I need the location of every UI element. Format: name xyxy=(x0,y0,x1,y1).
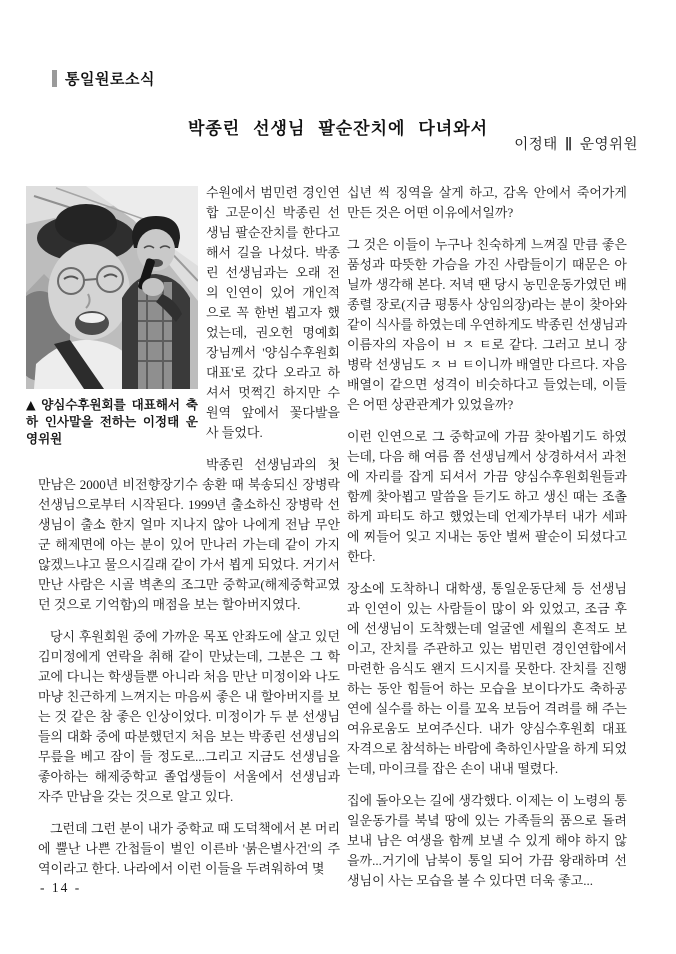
byline-separator: ∥ xyxy=(564,137,573,153)
paragraph: 십년 씩 징역을 살게 하고, 감옥 안에서 죽어가게 만든 것은 어떤 이유에서일까? xyxy=(347,185,627,220)
paragraph: 장소에 도착하니 대학생, 통일운동단체 등 선생님과 인연이 있는 사람들이 많이 와 있었고, 조금 후에 선생님이 도착했는데 얼굴엔 세월의 흔적도 보이고, 잔치를 주관하고 있는 범민련 경인연합에서 마련한 음식도 왠지 드시지를 못한다. 잔치를 진행하는 동안 힘들어 하는 모습을 보이다가도 축하공연에 실수를 하는 이를 꼬옥 보듬어 격려를 해 주는 여유로움도 보여주신다. 내가 양심수후원회 대표 자격으로 참석하는 바람에 축하인사말을 하게 되었는데, 마이크를 잡은 손이 내내 떨렸다. xyxy=(347,581,627,776)
paragraph: 당시 후원회원 중에 가까운 목포 안좌도에 살고 있던 김미정에게 연락을 취해 같이 만났는데, 그분은 그 학교에 다니는 학생들뿐 아니라 처음 만난 미정이와 나도 마냥 친근하게 느껴지는 마음씨 좋은 내 할아버지를 보는 것 같은 참 좋은 인상이었다. 미정이가 두 분 선생님들의 대화 중에 따분했던지 처음 보는 박종린 선생님의 무릎을 베고 잠이 들 정도로...그리고 지금도 선생님을 좋아하는 해제중학교 졸업생들이 서울에서 선생님과 자주 만남을 갖는 것으로 알고 있다. xyxy=(38,629,340,804)
body-column-right xyxy=(347,183,627,891)
byline-role: 운영위원 xyxy=(579,137,638,153)
caption-triangle-icon: ▲ xyxy=(26,397,38,412)
article-photo xyxy=(26,186,198,389)
article-title: 박종린 선생님 팔순잔치에 다녀와서 xyxy=(187,119,489,140)
page-number: - 14 - xyxy=(40,880,82,895)
byline xyxy=(514,133,638,154)
paragraph: 이런 인연으로 그 중학교에 가끔 찾아뵙기도 하였는데, 다음 해 여름 쯤 선생님께서 상경하셔서 과천에 자리를 잡게 되셔서 가끔 양심수후원회원들과 함께 찾아뵙고 말씀을 듣기도 하고 생신 때는 조촐하게 파티도 하고 했었는데 언제가부터 내가 세파에 찌들어 잊고 지내는 동안 벌써 팔순이 되셨다고 한다. xyxy=(347,429,627,564)
photo-caption xyxy=(26,396,198,447)
paragraph: 박종린 선생님과의 첫 만남은 2000년 비전향장기수 송환 때 북송되신 장병락 선생님으로부터 시작된다. 1999년 출소하신 장병락 선생님이 출소 한지 얼마 지나지 않아 나에게 전남 무안군 해제면에 아는 분이 있어 만나러 가는데 같이 가지 않겠느냐고 물으시길래 같이 가서 뵙게 되었다. 거기서 만난 사람은 시골 벽촌의 조그만 중학교(해제중학교였던 것으로 기억함)의 매점을 보는 할아버지였다. xyxy=(38,457,340,612)
paragraph: 집에 돌아오는 길에 생각했다. 이제는 이 노령의 통일운동가를 북녘 땅에 있는 가족들의 품으로 돌려보내 남은 여생을 함께 보낼 수 있게 해야 하지 않을까...거기에 남북이 통일 되어 가끔 왕래하며 선생님이 사는 모습을 볼 수 있다면 더욱 좋고... xyxy=(347,793,627,888)
paragraph: 그런데 그런 분이 내가 중학교 때 도덕책에서 본 머리에 뿔난 나쁜 간첩들이 벌인 이른바 '붉은별사건'의 주역이라고 한다. 나라에서 이런 이들을 두려워하여 몇 xyxy=(38,821,340,876)
paragraph: 그 것은 이들이 누구나 친숙하게 느껴질 만큼 좋은 품성과 따뜻한 가슴을 가진 사람들이기 때문은 아닐까 생각해 본다. 저녁 땐 당시 농민운동가였던 배종렬 장로(지금 평통사 상임의장)라는 분이 찾아와 같이 식사를 하였는데 우연하게도 박종린 선생님과 이름자의 자음이 ㅂ ㅈ ㅌ로 같다. 그러고 보니 장병락 선생님도 ㅈ ㅂ ㅌ이니까 배열만 다르다. 자음배열이 같으면 성격이 비슷하다고 들었는데, 이들은 어떤 상관관계가 있었을까? xyxy=(347,237,627,412)
section-label xyxy=(52,68,155,89)
body-column-left xyxy=(26,183,340,879)
photo-caption-text: 양심수후원회를 대표해서 축하 인사말을 전하는 이정태 운영위원 xyxy=(26,397,198,446)
paragraph: 수원에서 범민련 경인연합 고문이신 박종린 선생님 팔순잔치를 한다고 해서 길을 나섰다. 박종린 선생님과는 오래 전의 인연이 있어 개인적으로 꼭 한번 뵙고자 했었는데, 권오헌 명예회장님께서 '양심수후원회 대표'로 갔다 오라고 하셔서 멋쩍긴 하지만 수원역 앞에서 꽃다발을 사 들었다. xyxy=(206,185,340,440)
article-figure xyxy=(26,186,198,447)
byline-author: 이정태 xyxy=(514,137,558,153)
section-bar-icon xyxy=(52,70,57,87)
section-label-text: 통일원로소식 xyxy=(65,70,155,88)
